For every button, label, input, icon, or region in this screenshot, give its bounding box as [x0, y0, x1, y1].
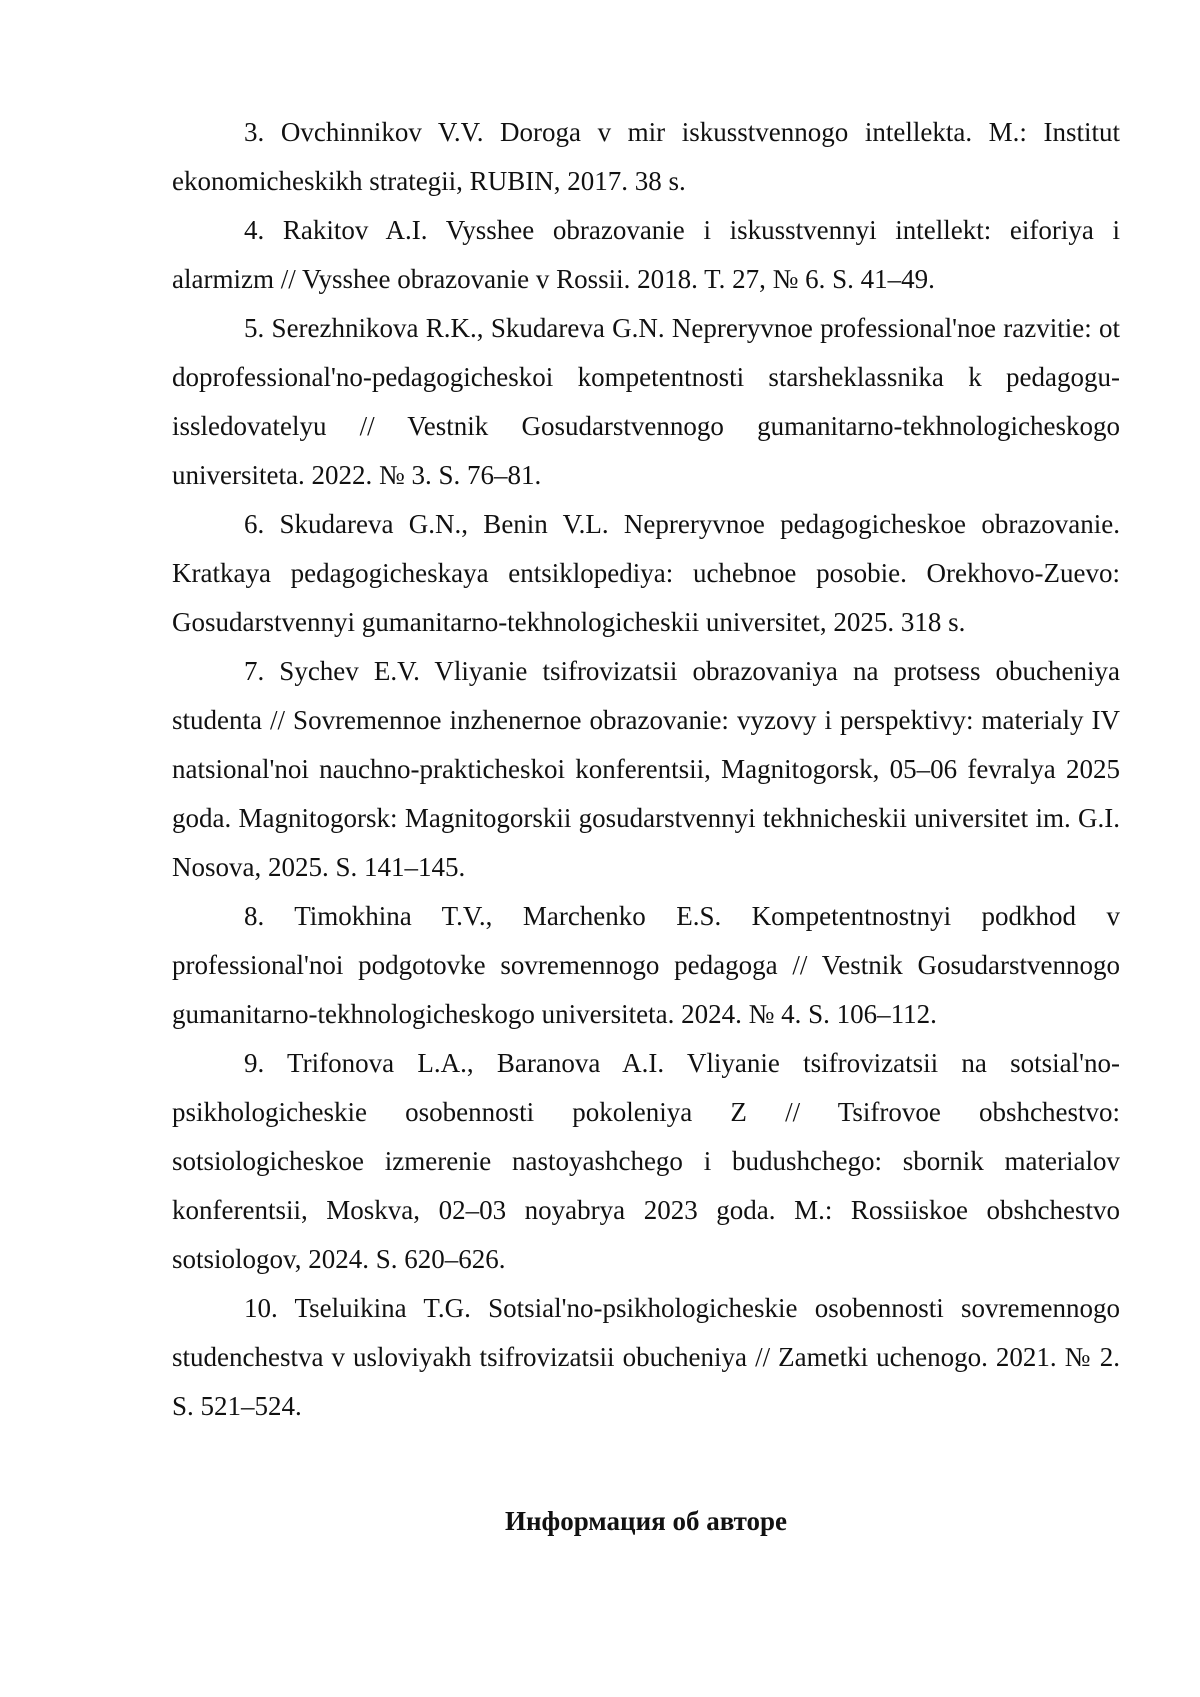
- reference-item-9: 9. Trifonova L.A., Baranova A.I. Vliyanie tsifrovizatsii na sotsial'no-psikhologicheskie osobennosti pokoleniya Z // Tsifrovoe obshchestvo: sotsiologicheskoe izmerenie nastoyashchego i budushchego: sbornik materialov konferentsii, Moskva, 02–03 noyabrya 2023 goda. M.: Rossiiskoe obshchestvo sotsiologov, 2024. S. 620–626.: [172, 1048, 1120, 1274]
- reference-item-8: 8. Timokhina T.V., Marchenko E.S. Kompetentnostnyi podkhod v professional'noi podgotovke sovremennogo pedagoga // Vestnik Gosudarstvennogo gumanitarno-tekhnologicheskogo universiteta. 2024. № 4. S. 106–112.: [172, 901, 1120, 1029]
- reference-item-10: 10. Tseluikina T.G. Sotsial'no-psikhologicheskie osobennosti sovremennogo studenchestva v usloviyakh tsifrovizatsii obucheniya // Zametki uchenogo. 2021. № 2. S. 521–524.: [172, 1293, 1120, 1421]
- reference-item-4: 4. Rakitov A.I. Vysshee obrazovanie i iskusstvennyi intellekt: eiforiya i alarmizm // Vysshee obrazovanie v Rossii. 2018. T. 27, № 6. S. 41–49.: [172, 215, 1120, 294]
- reference-item-3: 3. Ovchinnikov V.V. Doroga v mir iskusstvennogo intellekta. M.: Institut ekonomicheskikh strategii, RUBIN, 2017. 38 s.: [172, 117, 1120, 196]
- reference-item-5: 5. Serezhnikova R.K., Skudareva G.N. Nepreryvnoe professional'noe razvitie: ot doprofessional'no-pedagogicheskoi kompetentnosti starsheklassnika k pedagogu-issledovatelyu // Vestnik Gosudarstvennogo gumanitarno-tekhnologicheskogo universiteta. 2022. № 3. S. 76–81.: [172, 313, 1120, 490]
- reference-item-7: 7. Sychev E.V. Vliyanie tsifrovizatsii obrazovaniya na protsess obucheniya studenta // Sovremennoe inzhenernoe obrazovanie: vyzovy i perspektivy: materialy IV natsional'noi nauchno-prakticheskoi konferentsii, Magnitogorsk, 05–06 fevralya 2025 goda. Magnitogorsk: Magnitogorskii gosudarstvennyi tekhnicheskii universitet im. G.I. Nosova, 2025. S. 141–145.: [172, 656, 1120, 882]
- author-info-heading: Информация об авторе: [504, 1506, 788, 1536]
- reference-list: [172, 108, 1120, 1431]
- reference-item-6: 6. Skudareva G.N., Benin V.L. Nepreryvnoe pedagogicheskoe obrazovanie. Kratkaya pedagogicheskaya entsiklopediya: uchebnoe posobie. Orekhovo-Zuevo: Gosudarstvennyi gumanitarno-tekhnologicheskii universitet, 2025. 318 s.: [172, 509, 1120, 637]
